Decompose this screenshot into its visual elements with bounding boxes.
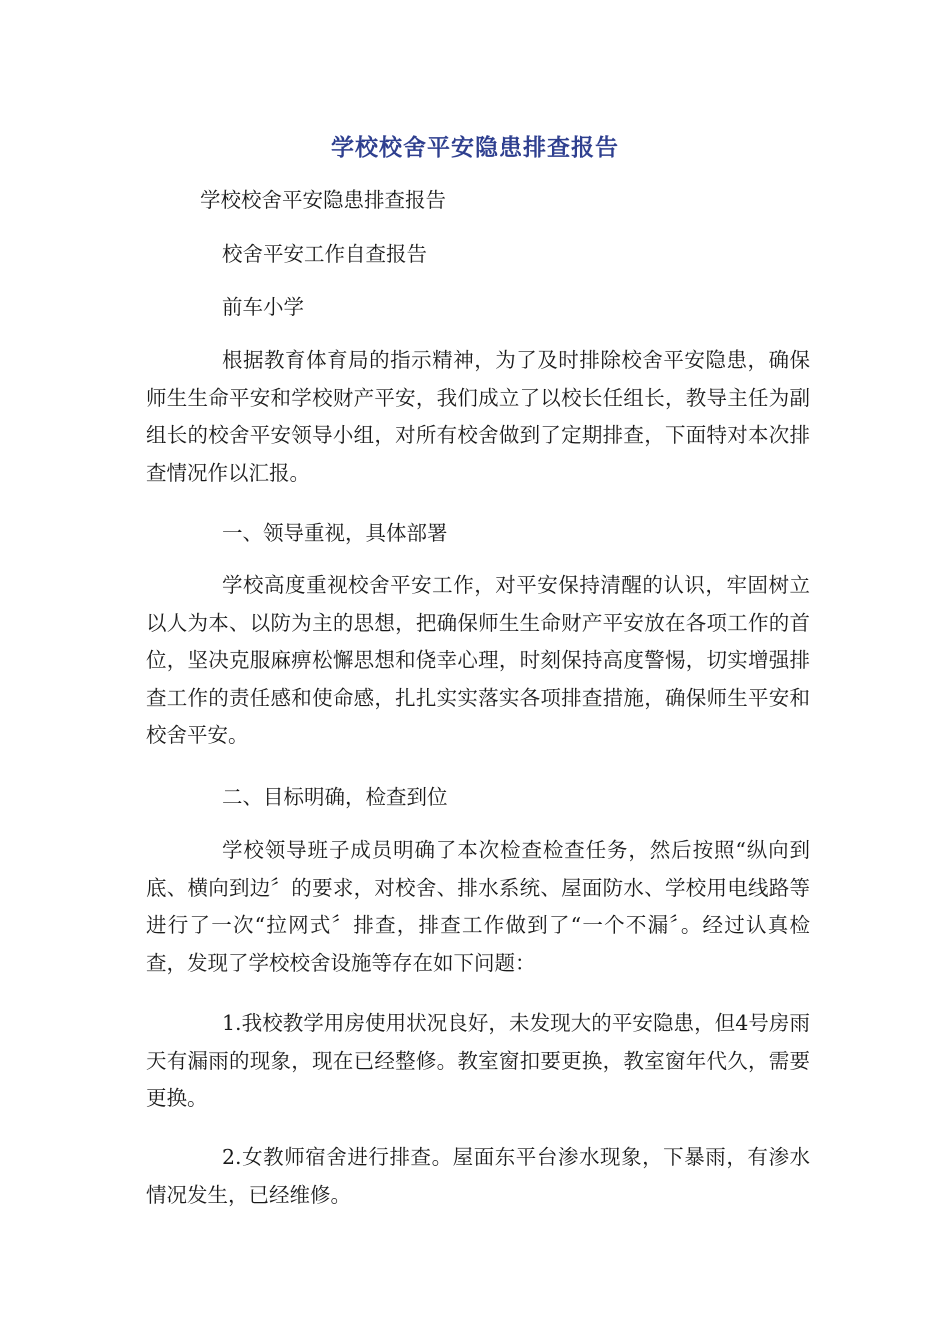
- list-item-1: 1.我校教学用房使用状况良好，未发现大的平安隐患，但4号房雨天有漏雨的现象，现在已经整修。教室窗扣要更换，教室窗年代久，需要更换。: [146, 1011, 810, 1110]
- intro-paragraph: 根据教育体育局的指示精神，为了及时排除校舍平安隐患，确保师生生命平安和学校财产平安，我们成立了以校长任组长，教导主任为副组长的校舍平安领导小组，对所有校舍做到了定期排查，下面特对本次排查情况作以汇报。: [146, 348, 810, 485]
- section-2-heading: 二、目标明确，检查到位: [222, 785, 448, 809]
- report-name: 校舍平安工作自查报告: [222, 242, 427, 266]
- section-1-heading: 一、领导重视，具体部署: [222, 521, 448, 545]
- list-item-2: 2.女教师宿舍进行排查。屋面东平台渗水现象，下暴雨，有渗水情况发生，已经维修。: [146, 1145, 810, 1207]
- school-name: 前车小学: [222, 295, 304, 319]
- section-2-body: 学校领导班子成员明确了本次检查检查任务，然后按照“纵向到底、横向到边〞的要求，对校舍、排水系统、屋面防水、学校用电线路等进行了一次“拉网式〞排查，排查工作做到了“一个不漏〞。经过认真检查，发现了学校校舍设施等存在如下问题：: [146, 838, 810, 975]
- document-title: 学校校舍平安隐患排查报告: [331, 135, 619, 161]
- document-subtitle: 学校校舍平安隐患排查报告: [200, 188, 446, 212]
- section-1-body: 学校高度重视校舍平安工作，对平安保持清醒的认识，牢固树立以人为本、以防为主的思想，把确保师生生命财产平安放在各项工作的首位，坚决克服麻痹松懈思想和侥幸心理，时刻保持高度警惕，切实增强排查工作的责任感和使命感，扎扎实实落实各项排查措施，确保师生平安和校舍平安。: [146, 573, 810, 747]
